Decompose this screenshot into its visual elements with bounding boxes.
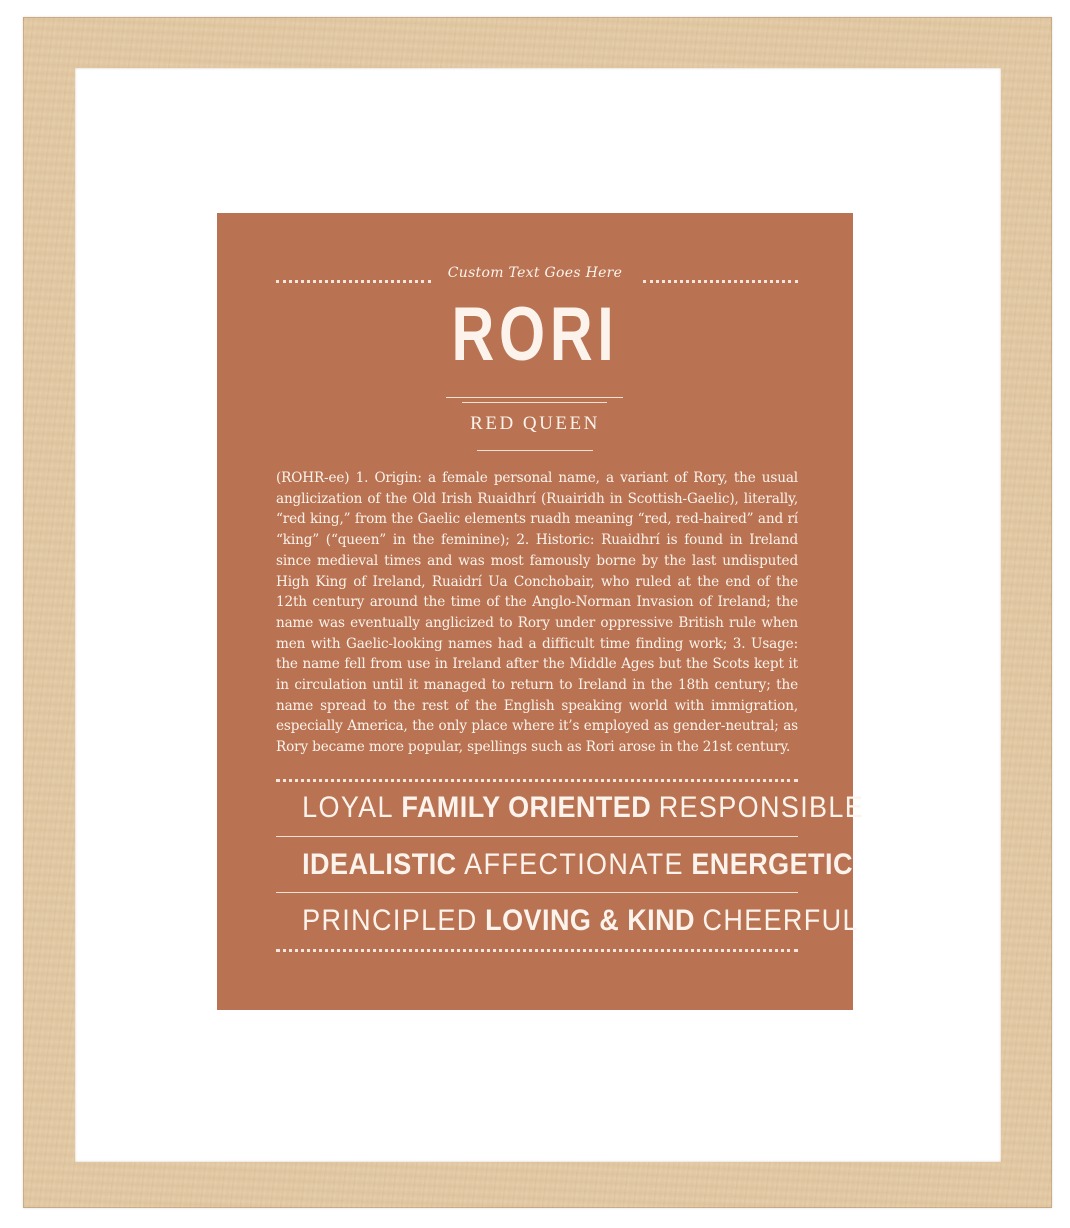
traits-row-2 <box>302 845 853 885</box>
name-title: RORI <box>451 292 619 377</box>
dotted-divider-traits-bottom <box>276 949 798 952</box>
traits-rule-2 <box>276 892 798 893</box>
trait: AFFECTIONATE <box>464 848 684 881</box>
name-definition: (ROHR-ee) 1. Origin: a female personal name, a variant of Rory, the usual anglicization of the Old Irish Ruaidhrí (Ruairidh in Scottish-Gaelic), literally, “red king,” from the Gaelic elements ruadh meaning “red, red-haired” and rí “king” (“queen” in the feminine); 2. Historic: Ruaidhrí is found in Ireland since medieval times and was most famously borne by the last undisputed High King of Ireland, Ruaidrí Ua Conchobair, who ruled at the end of the 12th century around the time of the Anglo-Norman Invasion of Ireland; the name was eventually anglicized to Rory under oppressive British rule when men with Gaelic-looking names had a difficult time finding work; 3. Usage: the name fell from use in Ireland after the Middle Ages but the Scots kept it in circulation until it managed to return to Ireland in the 18th century; the name spread to the rest of the English speaking world with immigration, especially America, the only place where it’s employed as gender-neutral; as Rory became more popular, spellings such as Rori arose in the 21st century. <box>276 470 798 756</box>
traits-row-1 <box>302 788 865 828</box>
trait: FAMILY ORIENTED <box>401 791 652 824</box>
trait: CHEERFUL <box>702 904 859 937</box>
dotted-divider-traits-top <box>276 779 798 782</box>
trait: ENERGETIC <box>691 848 853 881</box>
title-rule-top <box>446 397 623 398</box>
name-print <box>217 213 865 1010</box>
trait: PRINCIPLED <box>302 904 478 937</box>
trait: LOVING & KIND <box>485 904 696 937</box>
trait: IDEALISTIC <box>302 848 457 881</box>
traits-row-3 <box>302 901 859 941</box>
title-rule-bottom <box>462 402 607 403</box>
meaning-underline <box>477 450 593 451</box>
trait: LOYAL <box>302 791 394 824</box>
trait: RESPONSIBLE <box>658 791 865 824</box>
traits-rule-1 <box>276 836 798 837</box>
custom-text: Custom Text Goes Here <box>447 265 623 281</box>
name-meaning: RED QUEEN <box>470 413 600 434</box>
